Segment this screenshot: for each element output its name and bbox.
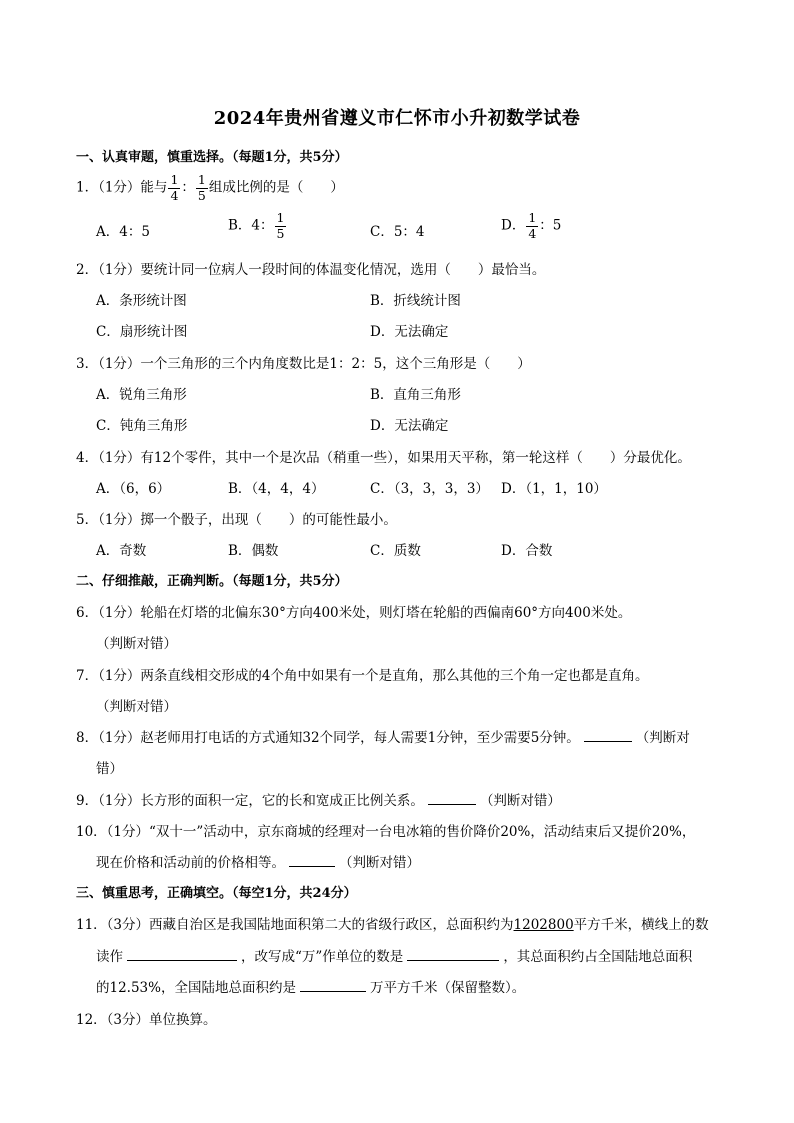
question-11: 11．（3分）西藏自治区是我国陆地面积第二大的省级行政区，总面积约为1202800平方千米，横线上的数 bbox=[76, 917, 709, 933]
q1-option-b: B．4： $\frac{1}{5}$ bbox=[228, 210, 285, 241]
q1-suffix: 组成比例的是（ ） bbox=[208, 179, 344, 196]
q4-option-a: A．（6，6） bbox=[96, 481, 171, 497]
q3-option-a: A．锐角三角形 bbox=[96, 387, 187, 403]
q1-option-a: A．4：5 bbox=[96, 224, 150, 240]
answer-blank[interactable] bbox=[428, 792, 476, 805]
q2-option-b: B．折线统计图 bbox=[370, 293, 461, 309]
answer-blank[interactable] bbox=[289, 854, 335, 867]
q2-option-c: C．扇形统计图 bbox=[96, 324, 188, 340]
question-10-line2: 现在价格和活动前的价格相等。 （判断对错） bbox=[96, 855, 420, 871]
q1-prefix: 1．（1分）能与 bbox=[76, 179, 168, 196]
question-7: 7．（1分）两条直线相交形成的4个角中如果有一个是直角，那么其他的三个角一定也都是直角。 bbox=[76, 668, 649, 684]
q3-option-d: D．无法确定 bbox=[370, 418, 449, 434]
question-8: 8．（1分）赵老师用打电话的方式通知32个同学，每人需要1分钟，至少需要5分钟。 （判断对 bbox=[76, 730, 690, 746]
answer-blank[interactable] bbox=[127, 948, 237, 961]
q6-judge: （判断对错） bbox=[96, 636, 177, 652]
q1-option-d: D． $\frac{1}{4}$ ：5 bbox=[501, 210, 562, 241]
question-4: 4．（1分）有12个零件，其中一个是次品（稍重一些），如果用天平称，第一轮这样（ ）分最优化。 bbox=[76, 450, 691, 466]
q3-option-b: B．直角三角形 bbox=[370, 387, 461, 403]
section-heading-1: 一、认真审题，慎重选择。（每题1分，共5分） bbox=[76, 150, 348, 165]
q7-judge: （判断对错） bbox=[96, 699, 177, 715]
q5-option-d: D．合数 bbox=[501, 543, 553, 559]
question-11-line2: 读作 ，改写成“万”作单位的数是 ，其总面积约占全国陆地总面积 bbox=[96, 949, 693, 965]
question-3: 3．（1分）一个三角形的三个内角度数比是1：2：5，这个三角形是（ ） bbox=[76, 356, 531, 372]
q1-option-c: C．5：4 bbox=[370, 224, 425, 240]
q5-option-a: A．奇数 bbox=[96, 543, 147, 559]
q2-option-a: A．条形统计图 bbox=[96, 293, 187, 309]
question-2: 2．（1分）要统计同一位病人一段时间的体温变化情况，选用（ ）最恰当。 bbox=[76, 262, 546, 278]
question-12: 12．（3分）单位换算。 bbox=[76, 1012, 217, 1028]
question-9: 9．（1分）长方形的面积一定，它的长和宽成正比例关系。 （判断对错） bbox=[76, 793, 561, 809]
question-1: 1．（1分）能与 $\frac{1}{4}$ ： $\frac{1}{5}$ 组成比例的是（ ） bbox=[76, 172, 344, 203]
q5-option-c: C．质数 bbox=[370, 543, 421, 559]
section-heading-2: 二、仔细推敲，正确判断。（每题1分，共5分） bbox=[76, 574, 348, 589]
q5-option-b: B．偶数 bbox=[228, 543, 279, 559]
question-6: 6．（1分）轮船在灯塔的北偏东30°方向400米处，则灯塔在轮船的西偏南60°方向400米处。 bbox=[76, 605, 632, 621]
answer-blank[interactable] bbox=[300, 979, 366, 992]
fraction-one-fifth: $\frac{1}{5}$ bbox=[197, 172, 206, 203]
answer-blank[interactable] bbox=[584, 729, 632, 742]
q4-option-b: B．（4，4，4） bbox=[228, 481, 325, 497]
q2-option-d: D．无法确定 bbox=[370, 324, 449, 340]
page-title: 2024年贵州省遵义市仁怀市小升初数学试卷 bbox=[213, 108, 581, 129]
q3-option-c: C．钝角三角形 bbox=[96, 418, 188, 434]
q8-judge-cont: 错） bbox=[96, 761, 123, 777]
fraction-one-quarter: $\frac{1}{4}$ bbox=[170, 172, 179, 203]
question-10: 10．（1分）“双十一”活动中，京东商城的经理对一台电冰箱的售价降价20%，活动结束后又提价20%， bbox=[76, 824, 696, 840]
q4-option-c: C．（3，3，3，3） bbox=[370, 481, 489, 497]
question-11-line3: 的12.53%，全国陆地总面积约是 万平方千米（保留整数）。 bbox=[96, 980, 526, 996]
q4-option-d: D．（1，1，10） bbox=[501, 481, 607, 497]
answer-blank[interactable] bbox=[407, 948, 499, 961]
underlined-number: 1202800 bbox=[513, 917, 574, 933]
section-heading-3: 三、慎重思考，正确填空。（每空1分，共24分） bbox=[76, 886, 357, 901]
question-5: 5．（1分）掷一个骰子，出现（ ）的可能性最小。 bbox=[76, 512, 397, 528]
